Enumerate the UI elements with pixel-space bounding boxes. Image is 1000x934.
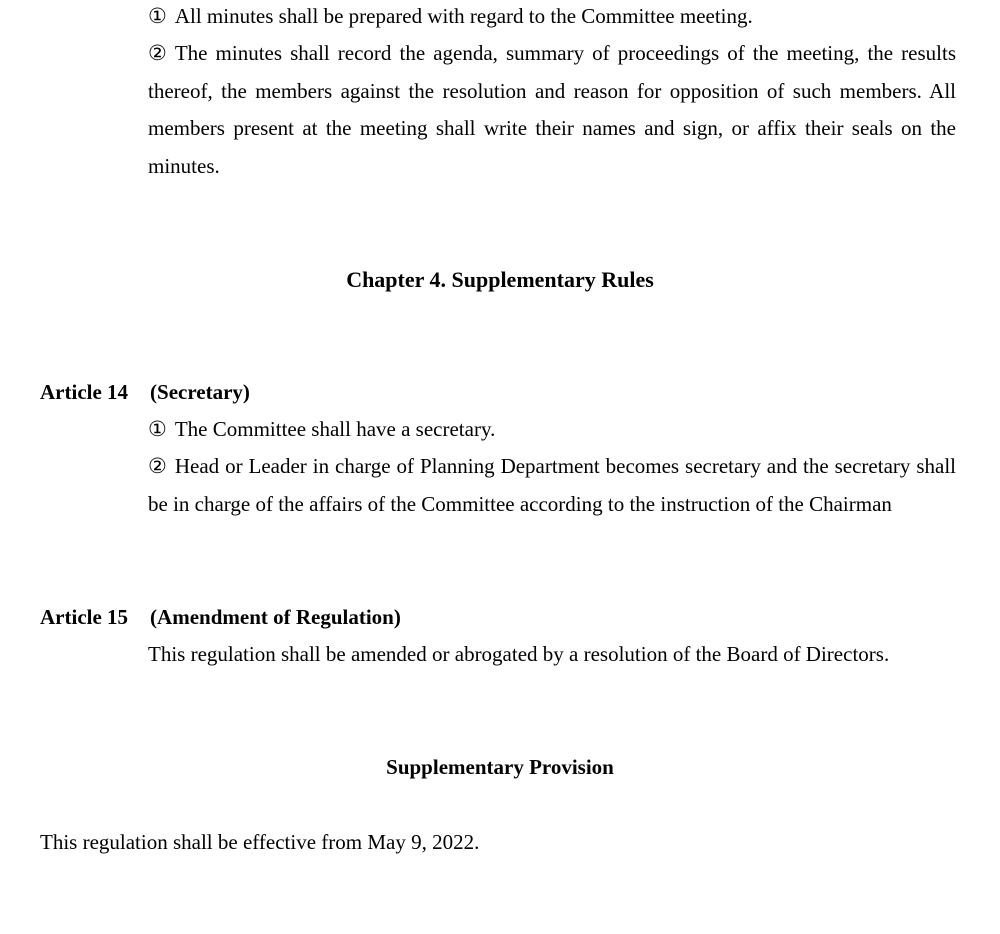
item-text: Head or Leader in charge of Planning Department becomes secretary and the secretary shall be in charge of the affairs of the Committee according to the instruction of the Chairman <box>148 454 956 516</box>
item-marker: ② <box>148 41 167 65</box>
item-text: The minutes shall record the agenda, summary of proceedings of the meeting, the results thereof, the members against the resolution and reason for opposition of such members. All members present at the meeting shall write their names and sign, or affix their seals on the minutes. <box>148 41 956 178</box>
item-text: All minutes shall be prepared with regard to the Committee meeting. <box>174 4 753 28</box>
article-number: Article 15 <box>40 605 129 629</box>
minutes-item-1 <box>148 0 956 36</box>
article-14-heading <box>40 374 250 412</box>
minutes-item-2 <box>148 35 956 185</box>
article-title: (Amendment of Regulation) <box>150 605 401 629</box>
item-text: The Committee shall have a secretary. <box>174 417 496 441</box>
chapter-heading: Chapter 4. Supplementary Rules <box>346 267 654 292</box>
item-marker: ② <box>148 454 167 478</box>
article-14-item-1 <box>148 411 956 449</box>
supplementary-text: This regulation shall be effective from May 9, 2022. <box>40 830 480 854</box>
supplementary-heading: Supplementary Provision <box>386 755 614 779</box>
item-marker: ① <box>148 4 167 28</box>
article-title: (Secretary) <box>150 380 250 404</box>
article-14-item-2 <box>148 448 956 523</box>
item-marker: ① <box>148 417 167 441</box>
article-15-text: This regulation shall be amended or abrogated by a resolution of the Board of Directors. <box>148 642 890 666</box>
article-number: Article 14 <box>40 380 129 404</box>
article-15-heading <box>40 599 401 637</box>
